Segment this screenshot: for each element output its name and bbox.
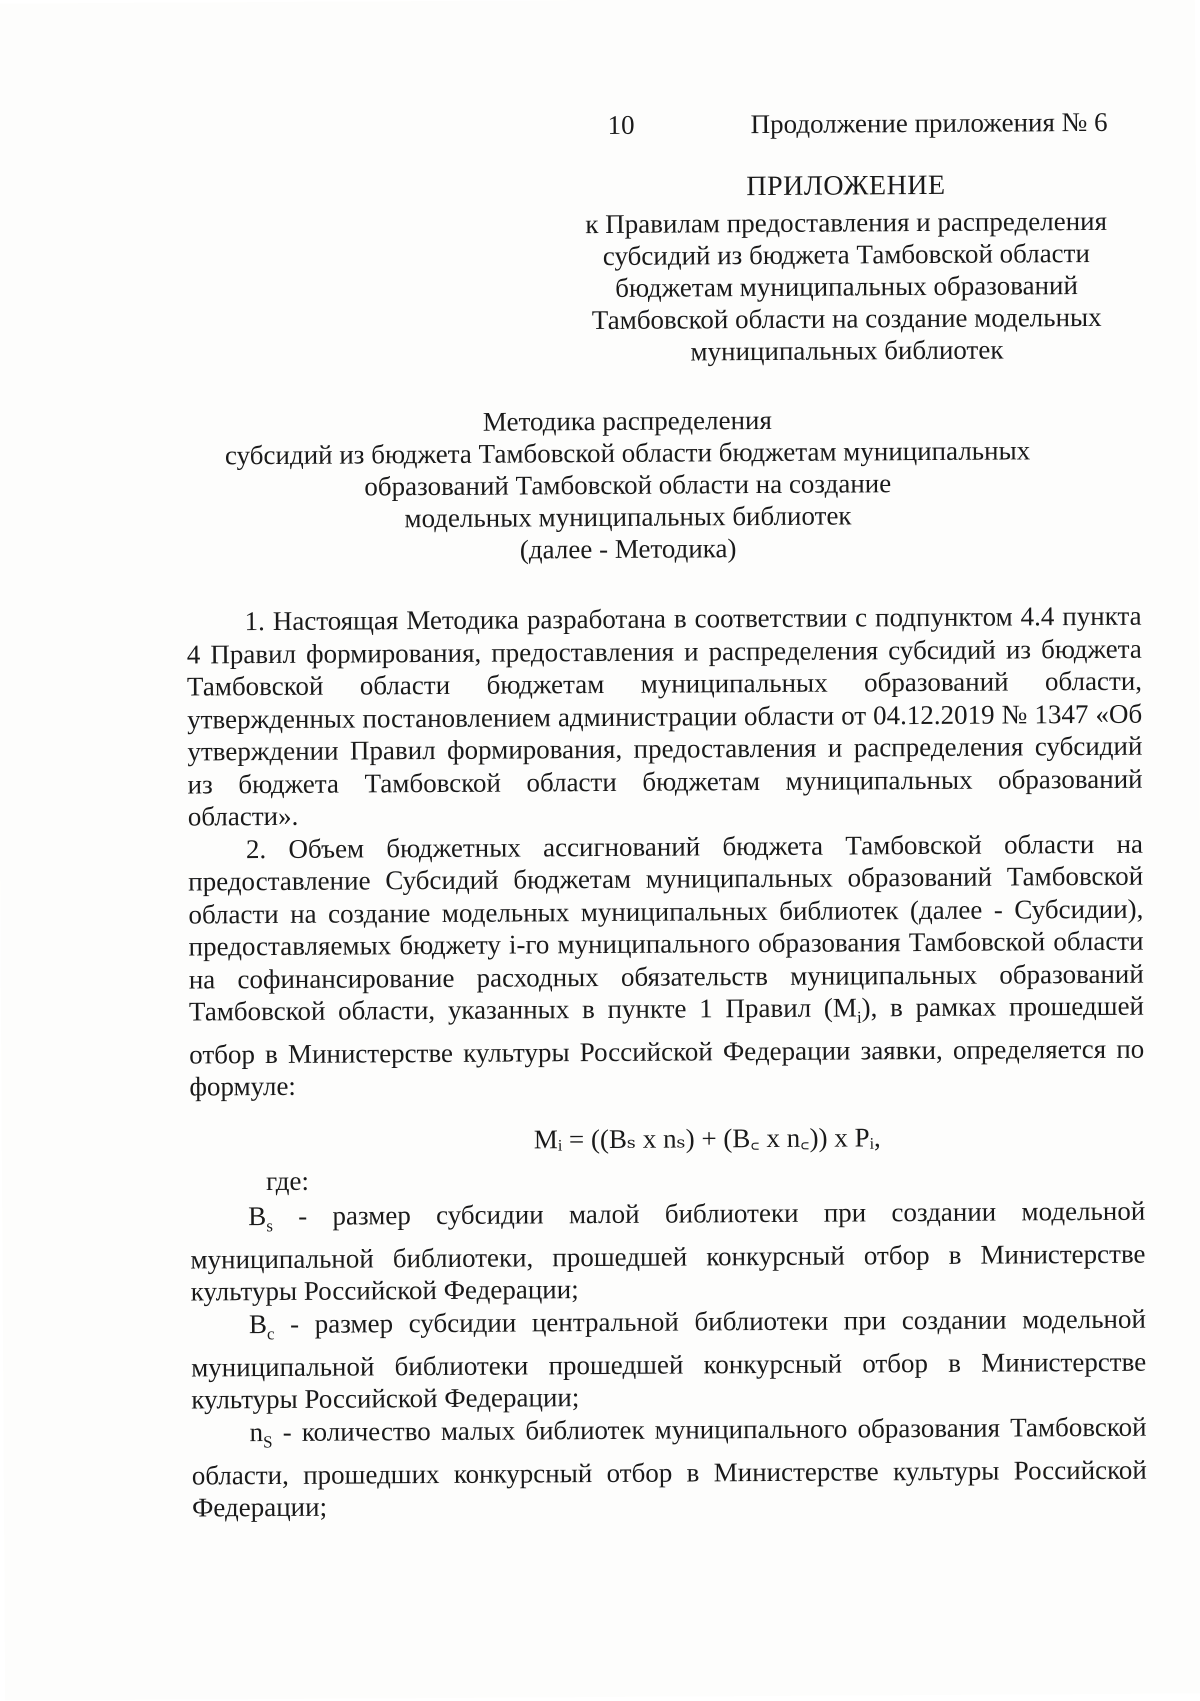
page-header [0, 106, 1196, 153]
definition-ns [191, 1410, 1147, 1524]
formula: Mᵢ = ((Bₛ x nₛ) + (B꜀ x n꜀)) x Pᵢ, [533, 1122, 881, 1155]
method-title-line: (далее - Методика) [519, 533, 737, 565]
paragraph-2 [188, 827, 1145, 1103]
definition-subscript: S [263, 1432, 273, 1452]
paragraph-2-subscript: i [856, 1007, 862, 1027]
page-number: 10 [607, 109, 635, 140]
appendix-line: муниципальных библиотек [690, 334, 1004, 367]
definition-subscript: s [266, 1216, 273, 1236]
definition-bc [191, 1302, 1147, 1416]
definition-symbol: B [248, 1308, 267, 1339]
method-title-line: образований Тамбовской области на создание [364, 468, 892, 502]
appendix-title: ПРИЛОЖЕНИЕ [746, 169, 946, 203]
paragraph-2-text-a: 2. Объем бюджетных ассигнований бюджета Тамбовской области на предоставление Субсидий бюджетам муниципальных образований Тамбовской области на создание модельных муниципальных библиотек (далее - Субсидии), предоставляемых бюджету i-го муниципального образования Тамбовской области на софинансирование расходных обязательств муниципальных образований Тамбовской области, указанных в пункте 1 Правил (M [188, 828, 1144, 1027]
definition-symbol: n [249, 1416, 264, 1447]
method-title-line: Методика распределения [482, 404, 772, 437]
appendix-block [556, 169, 1137, 369]
definition-text: - размер субсидии центральной библиотеки при создании модельной муниципальной библиотеки прошедшей конкурсный отбор в Министерстве культуры Российской Федерации; [191, 1303, 1147, 1415]
appendix-line: бюджетам муниципальных образований [615, 270, 1078, 303]
definition-symbol: B [248, 1200, 267, 1232]
definition-text: - размер субсидии малой библиотеки при создании модельной муниципальной библиотеки, прошедшей конкурсный отбор в Министерстве культуры Российской Федерации; [190, 1195, 1146, 1307]
definition-subscript: c [266, 1324, 275, 1344]
appendix-line: Тамбовской области на создание модельных [591, 301, 1102, 336]
method-title [187, 402, 1068, 567]
paragraph-1: 1. Настоящая Методика разработана в соответствии с подпунктом 4.4 пункта 4 Правил формирования, предоставления и распределения субсидий из бюджета Тамбовской области бюджетам муниципальных образований области, утвержденных постановлением администрации области от 04.12.2019 № 1347 «Об утверждении Правил формирования, предоставления и распределения субсидий из бюджета Тамбовской области бюджетам муниципальных образований области». [186, 600, 1143, 832]
document-body [186, 600, 1147, 1524]
definition-bs [190, 1195, 1146, 1309]
appendix-line: субсидий из бюджета Тамбовской области [602, 237, 1090, 271]
paragraph-2-text-b: ), в рамках прошедшей отбор в Министерстве культуры Российской Федерации заявки, определяется по формуле: [189, 990, 1145, 1102]
appendix-line: к Правилам предоставления и распределения [585, 205, 1108, 240]
continuation-label: Продолжение приложения № 6 [750, 106, 1108, 140]
method-title-line: субсидий из бюджета Тамбовской области бюджетам муниципальных [224, 435, 1031, 471]
where-label: где: [265, 1166, 310, 1197]
method-title-line: модельных муниципальных библиотек [404, 500, 852, 534]
definition-text: - количество малых библиотек муниципального образования Тамбовской области, прошедших конкурсный отбор в Министерстве культуры Российской Федерации; [191, 1411, 1147, 1523]
